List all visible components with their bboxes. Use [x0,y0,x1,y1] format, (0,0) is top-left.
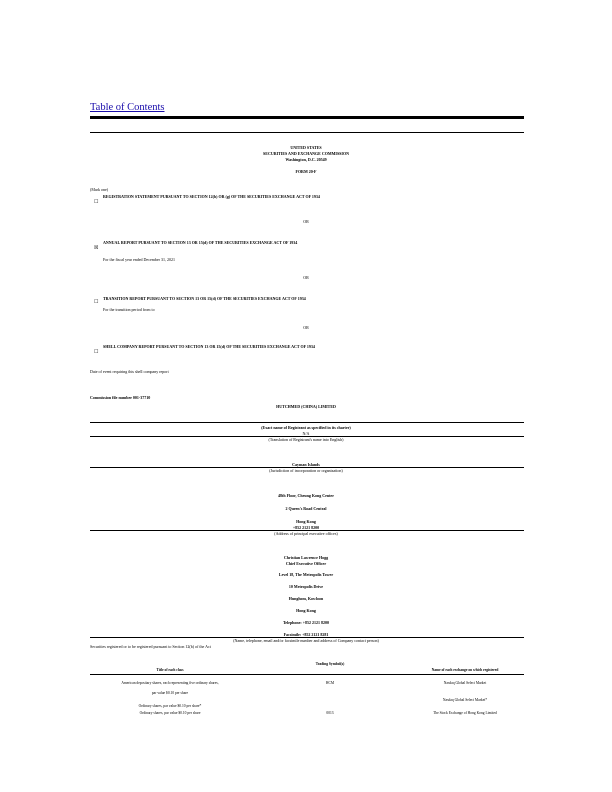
jurisdiction: Cayman Islands [292,462,320,467]
contact-caption: (Name, telephone, email and/or facsimile number and address of Company contact person) [233,638,379,643]
contact-line-2: 10 Metropolis Drive [288,584,324,589]
option-transition-checkbox[interactable]: ☐ [94,299,99,305]
address-caption: (Address of principal executive offices) [274,531,338,536]
table-row-2-title: Ordinary shares, par value $0.10 per share* [138,704,202,708]
option-annual-label: ANNUAL REPORT PURSUANT TO SECTION 13 OR 15(d) OF THE SECURITIES EXCHANGE ACT OF 1934 [103,240,298,245]
contact-name: Christian Lawrence Hogg [283,555,329,560]
table-row-3-title: Ordinary shares, par value $0.10 per share [139,711,201,715]
form-type: FORM 20-F [295,169,317,174]
option-annual-checkbox[interactable]: ☒ [94,245,99,251]
option-shell-checkbox[interactable]: ☐ [94,349,99,355]
address-line-3: Hong Kong [296,519,316,524]
option-annual-sub: For the fiscal year ended December 31, 2021 [103,257,175,262]
table-row-1-title-2: par value $0.10 per share [151,691,189,695]
contact-line-3: Hunghom, Kowloon [288,596,324,601]
header-line-3: Washington, D.C. 20549 [285,157,327,162]
table-of-contents-link[interactable]: Table of Contents [90,102,165,113]
commission-file-number: Commission file number 001-37710 [90,395,151,400]
option-registration-checkbox[interactable]: ☐ [94,199,99,205]
address-line-1: 48th Floor, Cheung Kong Center [278,493,334,498]
table-header-exchange: Name of each exchange on which registered [431,668,499,672]
exact-name-caption: (Exact name of Registrant as specified in its charter) [261,425,351,430]
securities-intro: Securities registered or to be registered pursuant to Section 12(b) of the Act [90,644,211,649]
header-line-2: SECURITIES AND EXCHANGE COMMISSION [263,151,349,156]
na-value: N/A [302,431,310,436]
or-separator-1: OR [303,219,309,224]
table-row-1-exchange: Nasdaq Global Select Market [443,681,487,685]
option-transition-sub: For the transition period from to [103,307,155,312]
company-name: HUTCHMED (CHINA) LIMITED [276,404,336,409]
table-row-3-exchange: The Stock Exchange of Hong Kong Limited [433,711,497,715]
table-row-2-exchange: Nasdaq Global Select Market* [442,698,488,702]
address-phone: +852 2121 8200 [292,525,320,530]
contact-title: Chief Executive Officer [285,561,327,566]
contact-line-4: Hong Kong [296,608,316,613]
table-header-symbol: Trading Symbol(s) [315,662,345,666]
table-row-1-title: American depositary shares, each representing five ordinary shares, [121,681,219,685]
contact-facsimile: Facsimile: +852 2121 8281 [283,632,329,637]
contact-line-1: Level 18, The Metropolis Tower [278,572,334,577]
table-header-title: Title of each class [156,668,184,672]
rule-above-exact-name [90,422,524,423]
table-row-3-symbol: 0013 [326,711,334,715]
option-transition-label: TRANSITION REPORT PURSUANT TO SECTION 13 OR 15(d) OF THE SECURITIES EXCHANGE ACT OF 1934 [103,296,306,301]
address-line-2: 2 Queen's Road Central [285,506,327,511]
top-thin-rule [90,132,524,133]
header-line-1: UNITED STATES [290,145,322,150]
table-header-rule [90,674,524,675]
table-row-1-symbol: HCM [325,681,335,685]
contact-telephone: Telephone: +852 2121 8200 [282,620,330,625]
jurisdiction-caption: (Jurisdiction of incorporation or organization) [269,468,343,473]
or-separator-3: OR [303,325,309,330]
top-thick-rule [90,116,524,119]
translation-caption: (Translation of Registrant's name into English) [268,437,344,442]
shell-event-date-label: Date of event requiring this shell company report [90,369,169,374]
option-registration-label: REGISTRATION STATEMENT PURSUANT TO SECTION 12(b) OR (g) OF THE SECURITIES EXCHANGE ACT OF 1934 [103,194,320,199]
mark-one-label: (Mark one) [90,187,109,192]
or-separator-2: OR [303,275,309,280]
option-shell-label: SHELL COMPANY REPORT PURSUANT TO SECTION 13 OR 15(d) OF THE SECURITIES EXCHANGE ACT OF 1934 [103,344,315,349]
